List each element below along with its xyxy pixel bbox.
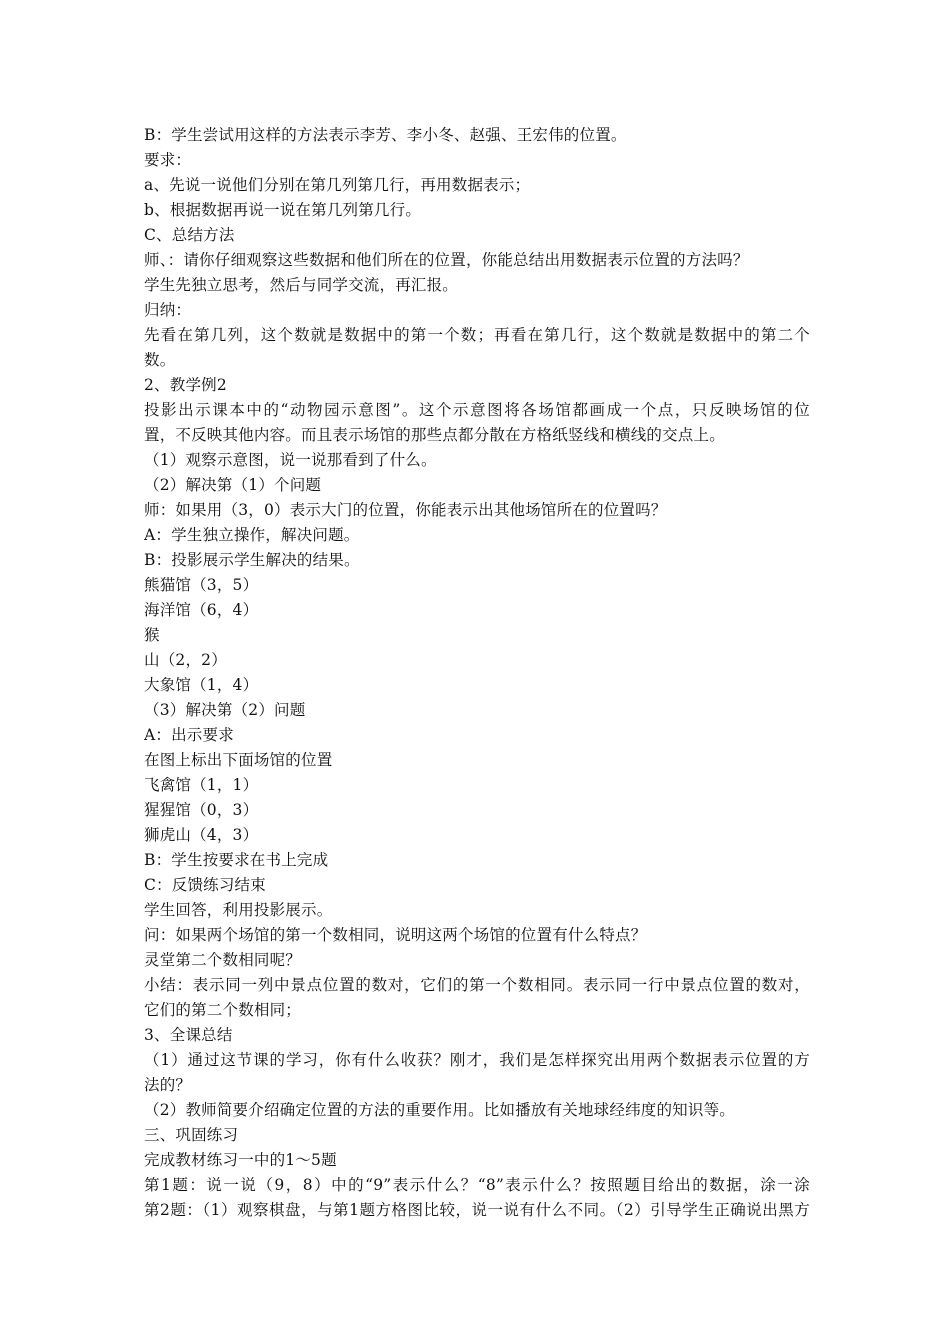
text-line: 它们的第二个数相同； [144, 1001, 302, 1019]
text-line: 完成教材练习一中的1～5题 [144, 1151, 337, 1169]
text-line: 大象馆（1，4） [144, 676, 259, 694]
text-line: 小结：表示同一列中景点位置的数对，它们的第一个数相同。表示同一行中景点位置的数对， [144, 976, 810, 994]
text-line: 置，不反映其他内容。而且表示场馆的那些点都分散在方格纸竖线和横线的交点上。 [144, 426, 725, 444]
text-line: 狮虎山（4，3） [144, 826, 259, 844]
text-line: 第1题：说一说（9，8）中的“9”表示什么？“8”表示什么？按照题目给出的数据，涂一涂 [144, 1176, 810, 1194]
text-line: 第2题：（1）观察棋盘，与第1题方格图比较，说一说有什么不同。（2）引导学生正确说出黑方 [144, 1201, 810, 1219]
text-line: 灵堂第二个数相同呢？ [144, 951, 302, 969]
text-line: 熊猫馆（3，5） [144, 576, 259, 594]
section-heading: 三、巩固练习 [144, 1126, 239, 1144]
text-line: 师：如果用（3，0）表示大门的位置，你能表示出其他场馆所在的位置吗？ [144, 501, 667, 519]
text-line: 在图上标出下面场馆的位置 [144, 751, 333, 769]
text-line: A：学生独立操作，解决问题。 [144, 526, 360, 544]
text-line: 山（2，2） [144, 651, 227, 669]
section-heading: 3、全课总结 [144, 1026, 233, 1044]
text-line: （1）通过这节课的学习，你有什么收获？刚才，我们是怎样探究出用两个数据表示位置的方 [144, 1051, 810, 1069]
section-heading: 2、教学例2 [144, 376, 227, 394]
text-line: 学生先独立思考，然后与同学交流，再汇报。 [144, 276, 459, 294]
text-line: B：学生按要求在书上完成 [144, 851, 329, 869]
section-heading: C、总结方法 [144, 226, 235, 244]
text-line: 问：如果两个场馆的第一个数相同，说明这两个场馆的位置有什么特点？ [144, 926, 647, 944]
text-line: 学生回答，利用投影展示。 [144, 901, 333, 919]
text-line: （2）教师简要介绍确定位置的方法的重要作用。比如播放有关地球经纬度的知识等。 [144, 1101, 735, 1119]
text-line: 先看在第几列，这个数就是数据中的第一个数；再看在第几行，这个数就是数据中的第二个 [144, 326, 810, 344]
text-line: 投影出示课本中的“动物园示意图”。这个示意图将各场馆都画成一个点，只反映场馆的位 [144, 401, 810, 419]
text-line: 法的？ [144, 1076, 192, 1094]
text-line: C：反馈练习结束 [144, 876, 266, 894]
text-line: （2）解决第（1）个问题 [144, 476, 322, 494]
text-line: 数。 [144, 351, 176, 369]
document-body [144, 123, 810, 1223]
text-line: B：学生尝试用这样的方法表示李芳、李小冬、赵强、王宏伟的位置。 [144, 126, 627, 144]
text-line: 猴 [144, 626, 160, 644]
text-line: b、根据数据再说一说在第几列第几行。 [144, 201, 422, 219]
text-line: 海洋馆（6，4） [144, 601, 259, 619]
text-line: a、先说一说他们分别在第几列第几行，再用数据表示； [144, 176, 531, 194]
text-line: （3）解决第（2）问题 [144, 701, 306, 719]
text-line: 飞禽馆（1，1） [144, 776, 259, 794]
text-line: 要求： [144, 151, 192, 169]
text-line: 归纳： [144, 301, 192, 319]
text-line: 猩猩馆（0，3） [144, 801, 259, 819]
text-line: B：投影展示学生解决的结果。 [144, 551, 360, 569]
text-line: 师、：请你仔细观察这些数据和他们所在的位置，你能总结出用数据表示位置的方法吗？ [144, 251, 749, 269]
text-line: （1）观察示意图，说一说那看到了什么。 [144, 451, 437, 469]
text-line: A：出示要求 [144, 726, 234, 744]
